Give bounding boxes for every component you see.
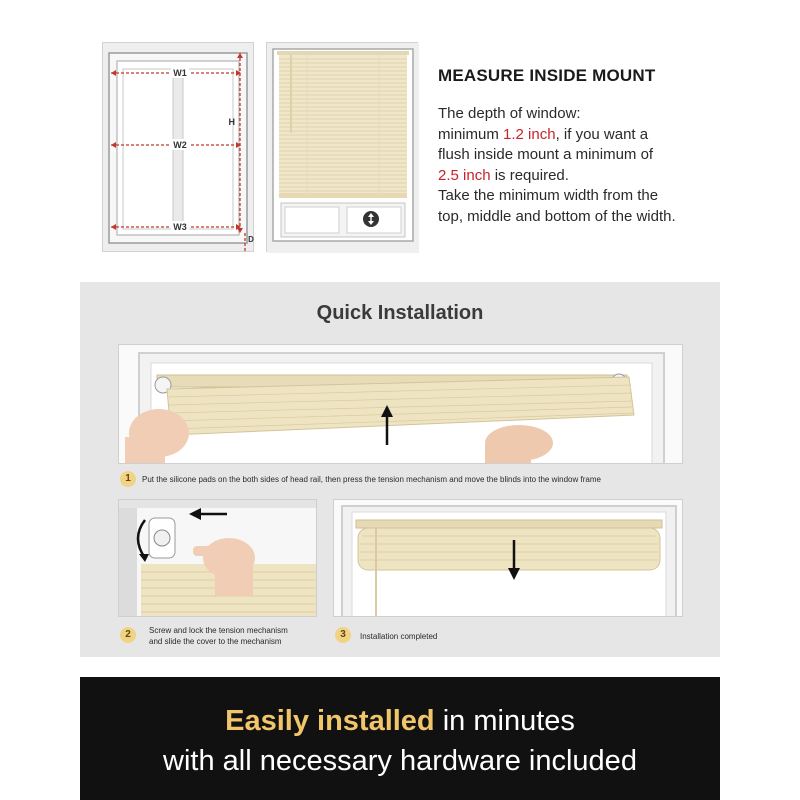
step-2-line-b: and slide the cover to the mechanism [149, 637, 282, 646]
banner-highlight: Easily installed [225, 705, 435, 737]
banner-line-1 [80, 705, 720, 738]
step-1-badge: 1 [120, 471, 136, 487]
measure-line-2-a: minimum [438, 125, 504, 143]
label-w3: W3 [173, 222, 187, 232]
step-2-text [149, 625, 319, 647]
label-w1: W1 [173, 68, 187, 78]
measure-line-5: Take the minimum width from the [438, 187, 659, 204]
measure-description [438, 104, 788, 227]
banner-line-1-rest: in minutes [434, 705, 575, 737]
measure-line-3: flush inside mount a minimum of [438, 146, 654, 163]
up-down-icon [363, 211, 379, 227]
step-2-badge: 2 [120, 627, 136, 643]
blind-product-image [266, 42, 418, 252]
step-3-image [333, 499, 683, 617]
banner-line-2: with all necessary hardware included [163, 745, 637, 777]
step-1-text: Put the silicone pads on the both sides of head rail, then press the tension mechanism and move the blinds into the window frame [142, 475, 601, 484]
measure-diagram [102, 42, 254, 252]
measure-line-6: top, middle and bottom of the width. [438, 207, 676, 225]
measure-line-2-c: , if you want a [555, 125, 649, 143]
measure-title: MEASURE INSIDE MOUNT [438, 66, 656, 85]
step-3-badge: 3 [335, 627, 351, 643]
quick-installation-panel [80, 282, 720, 657]
measure-line-4-b: is required. [490, 166, 569, 184]
step-3-text: Installation completed [360, 632, 438, 641]
flush-depth-value: 2.5 inch [438, 166, 491, 184]
label-h: H [228, 117, 235, 127]
label-d: D [248, 235, 254, 244]
measure-line-2 [438, 125, 788, 146]
min-depth-value: 1.2 inch [503, 125, 556, 143]
label-w2: W2 [173, 140, 187, 150]
measure-info [438, 66, 788, 227]
step-1-image [118, 344, 683, 464]
install-title: Quick Installation [316, 302, 484, 324]
measure-line-4 [438, 166, 788, 187]
bottom-banner [80, 677, 720, 800]
measure-line-1: The depth of window: [438, 105, 581, 122]
step-2-line-a: Screw and lock the tension mechanism [149, 626, 288, 635]
step-2-image [118, 499, 317, 617]
